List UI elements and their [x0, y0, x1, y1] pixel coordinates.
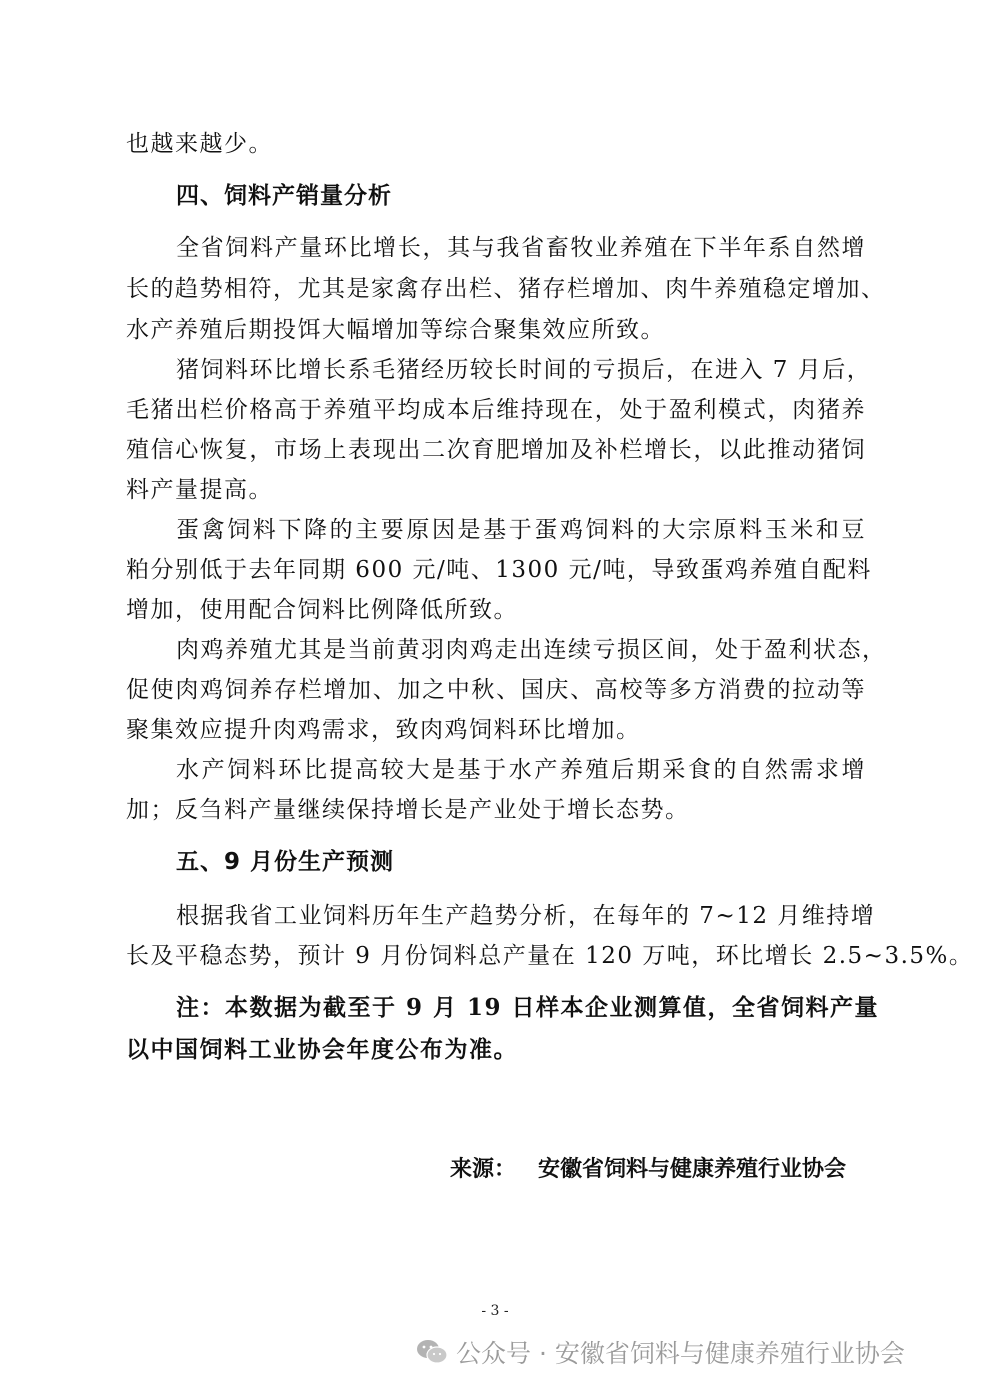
paragraph-line: 毛猪出栏价格高于养殖平均成本后维持现在，处于盈利模式，肉猪养 [126, 397, 866, 423]
paragraph-line: 加；反刍料产量继续保持增长是产业处于增长态势。 [126, 797, 690, 823]
paragraph-line: 猪饲料环比增长系毛猪经历较长时间的亏损后，在进入 7 月后， [176, 357, 872, 383]
note-line: 注：本数据为截至于 9 月 19 日样本企业测算值，全省饲料产量 [176, 994, 880, 1021]
paragraph-line: 料产量提高。 [126, 477, 273, 503]
paragraph-line: 蛋禽饲料下降的主要原因是基于蛋鸡饲料的大宗原料玉米和豆 [176, 517, 866, 543]
section-heading-5: 五、9 月份生产预测 [176, 849, 395, 875]
paragraph-line: 肉鸡养殖尤其是当前黄羽肉鸡走出连续亏损区间，处于盈利状态， [176, 637, 887, 663]
source-label: 来源： [450, 1157, 517, 1182]
paragraph-line: 水产饲料环比提高较大是基于水产养殖后期采食的自然需求增 [176, 757, 866, 783]
wechat-icon [416, 1338, 448, 1366]
paragraph-line: 全省饲料产量环比增长，其与我省畜牧业养殖在下半年系自然增 [176, 235, 866, 261]
paragraph-line: 水产养殖后期投饵大幅增加等综合聚集效应所致。 [126, 317, 665, 343]
paragraph-line: 殖信心恢复，市场上表现出二次育肥增加及补栏增长，以此推动猪饲 [126, 437, 866, 463]
watermark-text: 公众号 · 安徽省饲料与健康养殖行业协会 [456, 1339, 905, 1368]
paragraph-line: 促使肉鸡饲养存栏增加、加之中秋、国庆、高校等多方消费的拉动等 [126, 677, 866, 703]
note-line: 以中国饲料工业协会年度公布为准。 [126, 1036, 518, 1063]
page-number: - 3 - [481, 1303, 509, 1319]
section-heading-4: 四、饲料产销量分析 [176, 183, 392, 209]
paragraph-line: 长的趋势相符，尤其是家禽存出栏、猪存栏增加、肉牛养殖稳定增加、 [126, 276, 886, 302]
paragraph-line: 长及平稳态势，预计 9 月份饲料总产量在 120 万吨，环比增长 2.5~3.5%。 [126, 943, 974, 969]
paragraph-line: 根据我省工业饲料历年生产趋势分析，在每年的 7~12 月维持增 [176, 903, 876, 929]
paragraph-line: 增加，使用配合饲料比例降低所致。 [126, 597, 518, 623]
paragraph-line: 也越来越少。 [126, 131, 273, 157]
paragraph-line: 聚集效应提升肉鸡需求，致肉鸡饲料环比增加。 [126, 717, 641, 743]
watermark [416, 1334, 905, 1370]
source-organization: 安徽省饲料与健康养殖行业协会 [538, 1157, 847, 1182]
paragraph-line: 粕分别低于去年同期 600 元/吨、1300 元/吨，导致蛋鸡养殖自配料 [126, 557, 872, 583]
source-attribution [450, 1150, 846, 1190]
